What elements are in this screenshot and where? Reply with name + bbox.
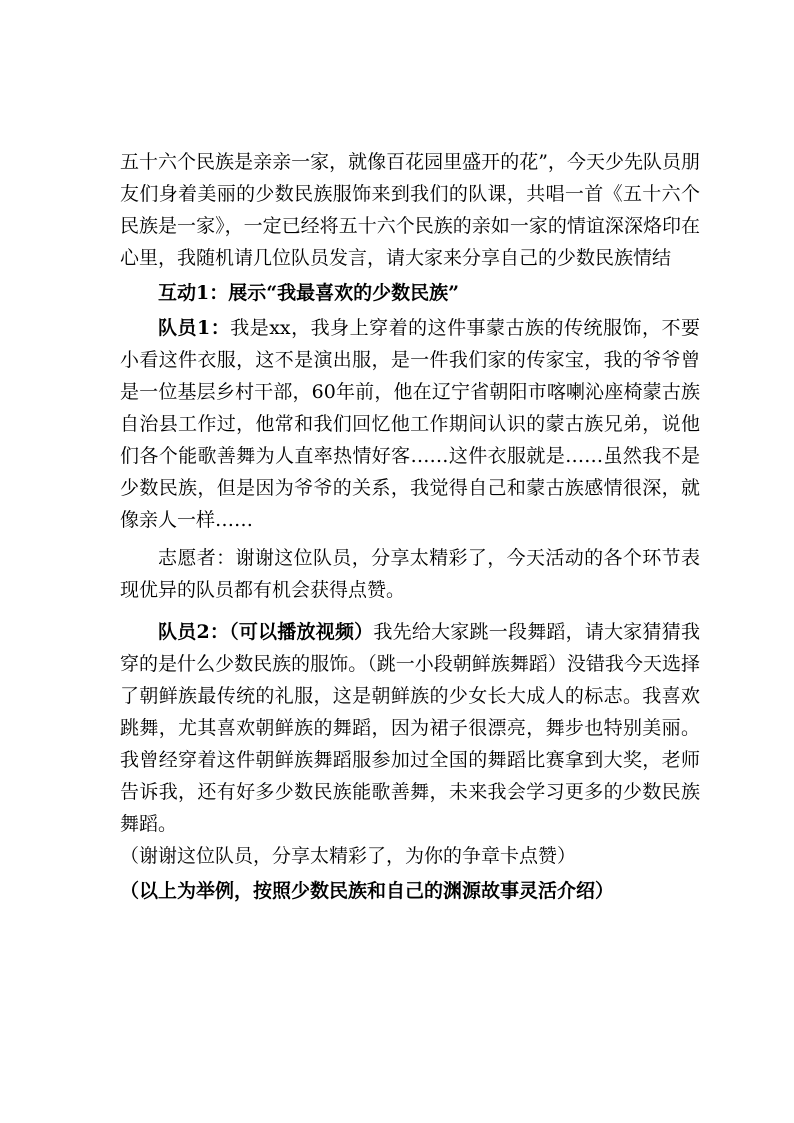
- thanks-paragraph: （谢谢这位队员，分享太精彩了，为你的争章卡点赞）: [120, 845, 577, 867]
- member2-speaker: 队员2：（可以播放视频）: [158, 621, 374, 643]
- member1-speaker: 队员1：: [158, 317, 231, 339]
- note-paragraph: （以上为举例，按照少数民族和自己的渊源故事灵活介绍）: [120, 880, 615, 902]
- activity-heading: 互动1：展示“我最喜欢的少数民族”: [158, 282, 460, 304]
- member2-paragraph: [120, 616, 700, 840]
- volunteer-paragraph: 志愿者：谢谢这位队员，分享太精彩了，今天活动的各个环节表现优异的队员都有机会获得点赞。: [120, 547, 700, 601]
- document-body: [120, 146, 700, 907]
- member1-text: 我是xx，我身上穿着的这件事蒙古族的传统服饰，不要小看这件衣服，这不是演出服，是一件我们家的传家宝，我的爷爷曾是一位基层乡村干部，60年前，他在辽宁省朝阳市喀喇沁座椅蒙古族自治县工作过，他常和我们回忆他工作期间认识的蒙古族兄弟，说他们各个能歌善舞为人直率热情好客……这件衣服就是……虽然我不是少数民族，但是因为爷爷的关系，我觉得自己和蒙古族感情很深，就像亲人一样……: [120, 317, 700, 531]
- member2-text: 我先给大家跳一段舞蹈，请大家猜猜我穿的是什么少数民族的服饰。（跳一小段朝鲜族舞蹈）没错我今天选择了朝鲜族最传统的礼服，这是朝鲜族的少女长大成人的标志。我喜欢跳舞，尤其喜欢朝鲜族的舞蹈，因为裙子很漂亮，舞步也特别美丽。我曾经穿着这件朝鲜族舞蹈服参加过全国的舞蹈比赛拿到大奖，老师告诉我，还有好多少数民族能歌善舞，未来我会学习更多的少数民族舞蹈。: [120, 621, 700, 835]
- member1-paragraph: [120, 312, 700, 536]
- intro-paragraph: 五十六个民族是亲亲一家，就像百花园里盛开的花”，今天少先队员朋友们身着美丽的少数民族服饰来到我们的队课，共唱一首《五十六个民族是一家》，一定已经将五十六个民族的亲如一家的情谊深深烙印在心里，我随机请几位队员发言，请大家来分享自己的少数民族情结: [120, 151, 700, 269]
